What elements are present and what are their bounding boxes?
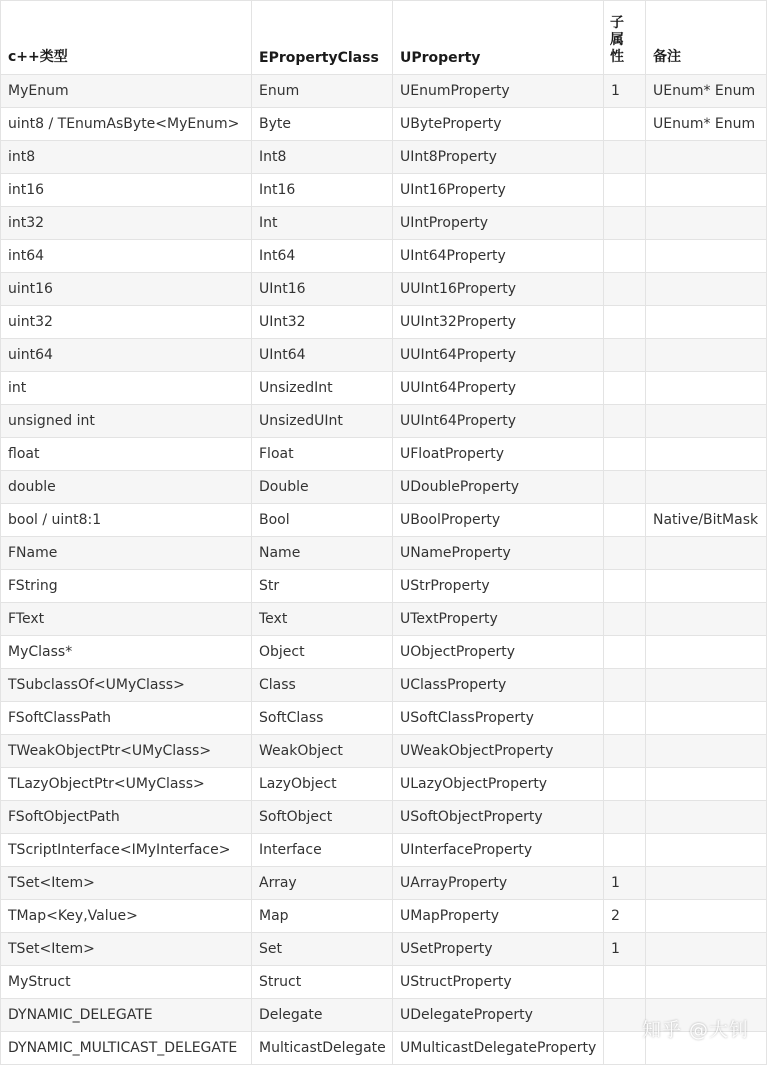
epropertyclass-cell: Enum: [252, 75, 393, 108]
header-sub-property-label: 子属性: [610, 15, 624, 65]
cpp-type-cell: double: [1, 471, 252, 504]
table-row: [1, 174, 767, 207]
notes-cell: [646, 306, 767, 339]
table-row: [1, 240, 767, 273]
cpp-type-cell: int16: [1, 174, 252, 207]
header-row: [1, 1, 767, 75]
sub-property-count-cell: [604, 504, 646, 537]
cpp-type-cell: DYNAMIC_MULTICAST_DELEGATE: [1, 1032, 252, 1065]
table-row: [1, 834, 767, 867]
epropertyclass-cell: Byte: [252, 108, 393, 141]
notes-cell: [646, 900, 767, 933]
sub-property-count-cell: [604, 768, 646, 801]
uproperty-cell: UUInt16Property: [393, 273, 604, 306]
cpp-type-cell: MyEnum: [1, 75, 252, 108]
cpp-type-cell: int32: [1, 207, 252, 240]
sub-property-count-cell: 1: [604, 933, 646, 966]
sub-property-count-cell: [604, 372, 646, 405]
header-sub-property: [604, 1, 646, 75]
uproperty-cell: UWeakObjectProperty: [393, 735, 604, 768]
sub-property-count-cell: [604, 636, 646, 669]
table-row: [1, 273, 767, 306]
uproperty-cell: UByteProperty: [393, 108, 604, 141]
notes-cell: [646, 372, 767, 405]
table-row: [1, 438, 767, 471]
notes-cell: [646, 537, 767, 570]
sub-property-count-cell: [604, 438, 646, 471]
uproperty-cell: UIntProperty: [393, 207, 604, 240]
notes-cell: [646, 933, 767, 966]
notes-cell: [646, 438, 767, 471]
epropertyclass-cell: Str: [252, 570, 393, 603]
epropertyclass-cell: UInt32: [252, 306, 393, 339]
uproperty-cell: UUInt64Property: [393, 339, 604, 372]
sub-property-count-cell: 2: [604, 900, 646, 933]
notes-cell: [646, 966, 767, 999]
notes-cell: [646, 207, 767, 240]
table-row: [1, 636, 767, 669]
notes-cell: [646, 702, 767, 735]
uproperty-cell: UUInt32Property: [393, 306, 604, 339]
epropertyclass-cell: Name: [252, 537, 393, 570]
cpp-type-cell: FSoftObjectPath: [1, 801, 252, 834]
epropertyclass-cell: Int8: [252, 141, 393, 174]
epropertyclass-cell: UnsizedInt: [252, 372, 393, 405]
sub-property-count-cell: [604, 570, 646, 603]
table-row: [1, 900, 767, 933]
table-row: [1, 966, 767, 999]
epropertyclass-cell: Array: [252, 867, 393, 900]
cpp-type-cell: TSubclassOf<UMyClass>: [1, 669, 252, 702]
cpp-type-cell: bool / uint8:1: [1, 504, 252, 537]
table-row: [1, 339, 767, 372]
header-cpp-type: c++类型: [1, 1, 252, 75]
uproperty-cell: UMulticastDelegateProperty: [393, 1032, 604, 1065]
table-header: [1, 1, 767, 75]
cpp-type-cell: FSoftClassPath: [1, 702, 252, 735]
table-row: [1, 570, 767, 603]
epropertyclass-cell: Struct: [252, 966, 393, 999]
uproperty-cell: UEnumProperty: [393, 75, 604, 108]
cpp-type-cell: TLazyObjectPtr<UMyClass>: [1, 768, 252, 801]
cpp-type-cell: uint8 / TEnumAsByte<MyEnum>: [1, 108, 252, 141]
epropertyclass-cell: Object: [252, 636, 393, 669]
table-row: [1, 306, 767, 339]
sub-property-count-cell: [604, 603, 646, 636]
sub-property-count-cell: [604, 702, 646, 735]
notes-cell: [646, 405, 767, 438]
table-body: [1, 75, 767, 1065]
sub-property-count-cell: [604, 537, 646, 570]
uproperty-cell: UFloatProperty: [393, 438, 604, 471]
uproperty-cell: USetProperty: [393, 933, 604, 966]
epropertyclass-cell: LazyObject: [252, 768, 393, 801]
table-row: [1, 75, 767, 108]
notes-cell: [646, 339, 767, 372]
uproperty-cell: UInt64Property: [393, 240, 604, 273]
sub-property-count-cell: [604, 801, 646, 834]
cpp-type-cell: DYNAMIC_DELEGATE: [1, 999, 252, 1032]
uproperty-cell: USoftClassProperty: [393, 702, 604, 735]
sub-property-count-cell: [604, 240, 646, 273]
cpp-type-cell: TSet<Item>: [1, 867, 252, 900]
uproperty-cell: UInt8Property: [393, 141, 604, 174]
uproperty-cell: UArrayProperty: [393, 867, 604, 900]
sub-property-count-cell: [604, 669, 646, 702]
uproperty-cell: UClassProperty: [393, 669, 604, 702]
notes-cell: UEnum* Enum: [646, 75, 767, 108]
table-row: [1, 768, 767, 801]
sub-property-count-cell: [604, 735, 646, 768]
sub-property-count-cell: [604, 1032, 646, 1065]
epropertyclass-cell: Bool: [252, 504, 393, 537]
uproperty-cell: UStructProperty: [393, 966, 604, 999]
sub-property-count-cell: [604, 966, 646, 999]
cpp-type-cell: FText: [1, 603, 252, 636]
cpp-type-cell: TSet<Item>: [1, 933, 252, 966]
table-row: [1, 867, 767, 900]
epropertyclass-cell: Int16: [252, 174, 393, 207]
table-row: [1, 537, 767, 570]
sub-property-count-cell: [604, 141, 646, 174]
notes-cell: [646, 471, 767, 504]
notes-cell: [646, 240, 767, 273]
uproperty-cell: UInterfaceProperty: [393, 834, 604, 867]
table-row: [1, 471, 767, 504]
uproperty-cell: UObjectProperty: [393, 636, 604, 669]
uproperty-cell: UMapProperty: [393, 900, 604, 933]
notes-cell: [646, 834, 767, 867]
table-row: [1, 372, 767, 405]
sub-property-count-cell: 1: [604, 75, 646, 108]
uproperty-cell: USoftObjectProperty: [393, 801, 604, 834]
notes-cell: UEnum* Enum: [646, 108, 767, 141]
sub-property-count-cell: [604, 339, 646, 372]
epropertyclass-cell: Set: [252, 933, 393, 966]
epropertyclass-cell: SoftClass: [252, 702, 393, 735]
sub-property-count-cell: [604, 999, 646, 1032]
cpp-type-cell: MyClass*: [1, 636, 252, 669]
epropertyclass-cell: MulticastDelegate: [252, 1032, 393, 1065]
cpp-type-cell: TScriptInterface<IMyInterface>: [1, 834, 252, 867]
cpp-type-cell: TWeakObjectPtr<UMyClass>: [1, 735, 252, 768]
epropertyclass-cell: Interface: [252, 834, 393, 867]
sub-property-count-cell: [604, 273, 646, 306]
epropertyclass-cell: UInt64: [252, 339, 393, 372]
sub-property-count-cell: 1: [604, 867, 646, 900]
table-row: [1, 801, 767, 834]
cpp-type-cell: MyStruct: [1, 966, 252, 999]
notes-cell: [646, 141, 767, 174]
uproperty-cell: UStrProperty: [393, 570, 604, 603]
notes-cell: [646, 801, 767, 834]
header-epropertyclass: EPropertyClass: [252, 1, 393, 75]
cpp-type-cell: int: [1, 372, 252, 405]
table-row: [1, 702, 767, 735]
table-row: [1, 405, 767, 438]
epropertyclass-cell: Class: [252, 669, 393, 702]
epropertyclass-cell: Double: [252, 471, 393, 504]
sub-property-count-cell: [604, 174, 646, 207]
cpp-type-cell: uint16: [1, 273, 252, 306]
epropertyclass-cell: UInt16: [252, 273, 393, 306]
sub-property-count-cell: [604, 108, 646, 141]
table-row: [1, 207, 767, 240]
sub-property-count-cell: [604, 207, 646, 240]
uproperty-cell: UDoubleProperty: [393, 471, 604, 504]
uproperty-cell: UUInt64Property: [393, 405, 604, 438]
table-row: [1, 735, 767, 768]
notes-cell: [646, 669, 767, 702]
uproperty-cell: ULazyObjectProperty: [393, 768, 604, 801]
uproperty-cell: UBoolProperty: [393, 504, 604, 537]
uproperty-cell: UTextProperty: [393, 603, 604, 636]
notes-cell: [646, 735, 767, 768]
table-row: [1, 504, 767, 537]
cpp-type-cell: FString: [1, 570, 252, 603]
epropertyclass-cell: UnsizedUInt: [252, 405, 393, 438]
uproperty-cell: UDelegateProperty: [393, 999, 604, 1032]
notes-cell: [646, 603, 767, 636]
epropertyclass-cell: Int64: [252, 240, 393, 273]
notes-cell: [646, 636, 767, 669]
notes-cell: [646, 768, 767, 801]
notes-cell: [646, 867, 767, 900]
epropertyclass-cell: SoftObject: [252, 801, 393, 834]
cpp-type-cell: unsigned int: [1, 405, 252, 438]
table-row: [1, 669, 767, 702]
watermark: 知乎 @大钊: [641, 1019, 749, 1041]
table-row: [1, 141, 767, 174]
cpp-type-cell: uint32: [1, 306, 252, 339]
epropertyclass-cell: WeakObject: [252, 735, 393, 768]
epropertyclass-cell: Float: [252, 438, 393, 471]
notes-cell: [646, 273, 767, 306]
sub-property-count-cell: [604, 471, 646, 504]
cpp-type-cell: TMap<Key,Value>: [1, 900, 252, 933]
notes-cell: [646, 570, 767, 603]
epropertyclass-cell: Delegate: [252, 999, 393, 1032]
uproperty-cell: UUInt64Property: [393, 372, 604, 405]
table-row: [1, 603, 767, 636]
epropertyclass-cell: Int: [252, 207, 393, 240]
notes-cell: [646, 174, 767, 207]
sub-property-count-cell: [604, 306, 646, 339]
cpp-type-cell: int8: [1, 141, 252, 174]
sub-property-count-cell: [604, 405, 646, 438]
epropertyclass-cell: Map: [252, 900, 393, 933]
table-row: [1, 108, 767, 141]
cpp-type-cell: uint64: [1, 339, 252, 372]
uproperty-cell: UNameProperty: [393, 537, 604, 570]
header-notes: 备注: [646, 1, 767, 75]
notes-cell: Native/BitMask: [646, 504, 767, 537]
table-row: [1, 933, 767, 966]
cpp-type-cell: FName: [1, 537, 252, 570]
sub-property-count-cell: [604, 834, 646, 867]
uproperty-cell: UInt16Property: [393, 174, 604, 207]
cpp-type-cell: float: [1, 438, 252, 471]
epropertyclass-cell: Text: [252, 603, 393, 636]
header-uproperty: UProperty: [393, 1, 604, 75]
cpp-type-cell: int64: [1, 240, 252, 273]
